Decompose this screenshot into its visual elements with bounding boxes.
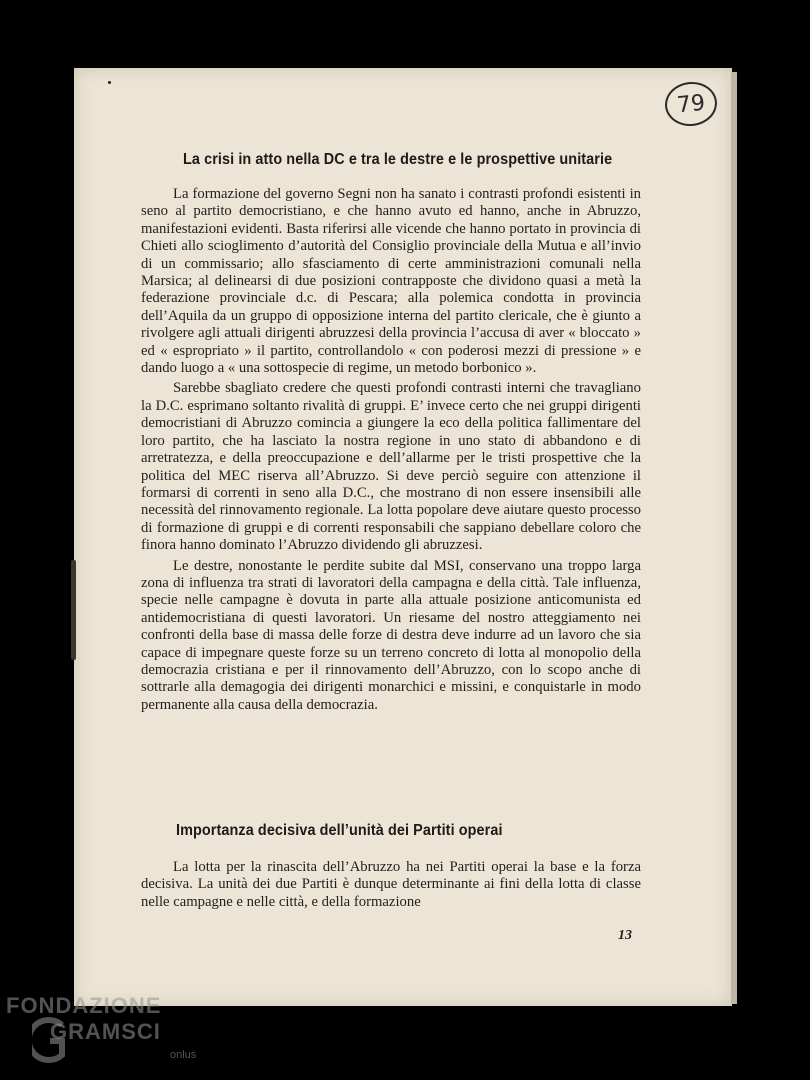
paragraph-4: La lotta per la rinascita dell’Abruzzo ha nei Partiti operai la base e la forza decisiva. La unità dei due Partiti è dunque determinante ai fini della lotta di classe nelle campagne e nelle città, e della formazione	[141, 859, 641, 910]
watermark-logo	[6, 993, 206, 1073]
section-heading-dc-crisis: La crisi in atto nella DC e tra le destre e le prospettive unitarie	[183, 151, 613, 168]
ink-dot	[108, 81, 111, 84]
paragraph-3: Le destre, nonostante le perdite subite dal MSI, conservano una troppo larga zona di influenza tra strati di lavoratori della campagna e della città. Tale influenza, specie nelle campagne è dovuta in parte alla attuale posizione anticomunista ed antidemocristiana di questi lavoratori. Un riesame del nostro atteggiamento nei confronti della base di massa delle forze di destra deve indurre ad un lavoro che sia capace di impegnare queste forze su un terreno concreto di lotta al monopolio della democrazia cristiana e per il rinnovamento dell’Abruzzo, con lo scopo anche di sottrarle alla demagogia dei dirigenti monarchici e missini, e conquistarle in modo permanente alla causa della democrazia.	[141, 557, 641, 713]
watermark-line-1: FONDAZIONE	[6, 993, 162, 1018]
page-edge	[731, 72, 737, 1004]
paragraph-2: Sarebbe sbagliato credere che questi profondi contrasti interni che travagliano la D.C. esprimano soltanto rivalità di gruppi. E’ invece certo che nei gruppi dirigenti democristiani di Abruzzo comincia a giungere la eco della politica fallimentare del loro partito, che ha lasciato la nostra regione in uno stato di abbandono e di arretratezza, e della preoccupazione e dell’allarme per le tristi prospettive che la politica del MEC riserva all’Abruzzo. Si deve perciò seguire con attenzione il formarsi di correnti in seno alla D.C., che mostrano di non essere insensibili alle necessità del rinnovamento regionale. La lotta popolare deve aiutare questo processo di formazione di gruppi e di correnti responsabili che sappiano debellare coloro che finora hanno dominato l’Abruzzo dividendo gli abruzzesi.	[141, 380, 641, 554]
binding-mark	[71, 560, 76, 660]
body-text-section-1	[141, 186, 641, 714]
body-text-section-2	[141, 859, 641, 911]
paragraph-1: La formazione del governo Segni non ha sanato i contrasti profondi esistenti in seno al partito democristiano, e che hanno avuto ed hanno, anche in Abruzzo, manifestazioni evidenti. Basta riferirsi alle vicende che hanno portato in provincia di Chieti allo scioglimento d’autorità del Consiglio provinciale della Mutua e all’invio di un commissario; allo sfasciamento di certe amministrazioni comunali nella Marsica; al delinearsi di due posizioni contrapposte che dividono quasi a metà la federazione provinciale d.c. di Pescara; alla polemica condotta in provincia dell’Aquila da un gruppo di opposizione interna del partito clericale, che è giunto a rivolgere agli attuali dirigenti abruzzesi della provincia l’accusa di aver « bloccato » ed « espropriato » il partito, controllandolo « con poderosi mezzi di pressione » e dando luogo a « una sottospecie di regime, un metodo borbonico ».	[141, 186, 641, 377]
section-heading-workers-parties: Importanza decisiva dell’unità dei Partiti operai	[176, 822, 503, 839]
archive-number-stamp: 79	[663, 79, 719, 128]
page-number: 13	[618, 928, 632, 943]
watermark-line-3: onlus	[170, 1049, 197, 1061]
watermark-line-2: GRAMSCI	[50, 1019, 161, 1044]
